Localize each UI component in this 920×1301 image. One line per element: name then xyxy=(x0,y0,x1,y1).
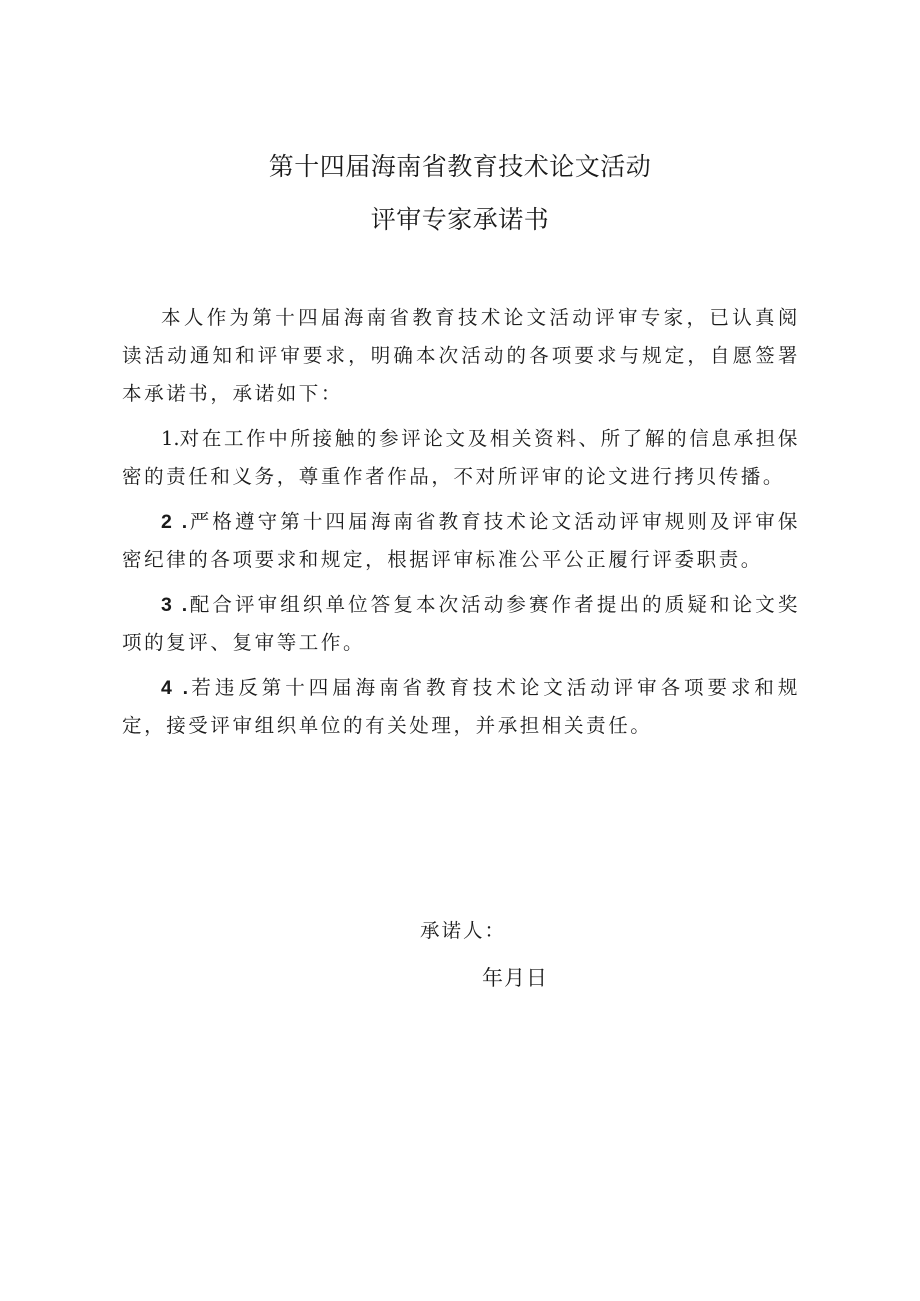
commitment-item-2 xyxy=(122,503,800,579)
item-number: 1. xyxy=(161,427,180,450)
date-label: 年月日 xyxy=(482,966,548,990)
item-number: 2 . xyxy=(161,511,190,533)
item-text: 配合评审组织单位答复本次活动参赛作者提出的质疑和论文奖项的复评、复审等工作。 xyxy=(122,593,800,654)
document-title-line1: 第十四届海南省教育技术论文活动 xyxy=(268,152,652,181)
item-number: 3 . xyxy=(161,594,190,616)
intro-paragraph: 本人作为第十四届海南省教育技术论文活动评审专家，已认真阅读活动通知和评审要求，明确本次活动的各项要求与规定，自愿签署本承诺书，承诺如下： xyxy=(122,306,800,405)
item-number: 4 . xyxy=(161,677,191,699)
item-text: 对在工作中所接触的参评论文及相关资料、所了解的信息承担保密的责任和义务，尊重作者作品，不对所评审的论文进行拷贝传播。 xyxy=(122,427,800,488)
document-title-line2: 评审专家承诺书 xyxy=(370,205,550,234)
document-body xyxy=(122,299,800,752)
commitment-item-3 xyxy=(122,586,800,662)
commitment-item-4 xyxy=(122,669,800,745)
item-text: 若违反第十四届海南省教育技术论文活动评审各项要求和规定，接受评审组织单位的有关处理，并承担相关责任。 xyxy=(122,676,800,737)
item-text: 严格遵守第十四届海南省教育技术论文活动评审规则及评审保密纪律的各项要求和规定，根据评审标准公平公正履行评委职责。 xyxy=(122,510,800,571)
commitment-item-1 xyxy=(122,420,800,496)
signature-label: 承诺人： xyxy=(420,919,507,942)
